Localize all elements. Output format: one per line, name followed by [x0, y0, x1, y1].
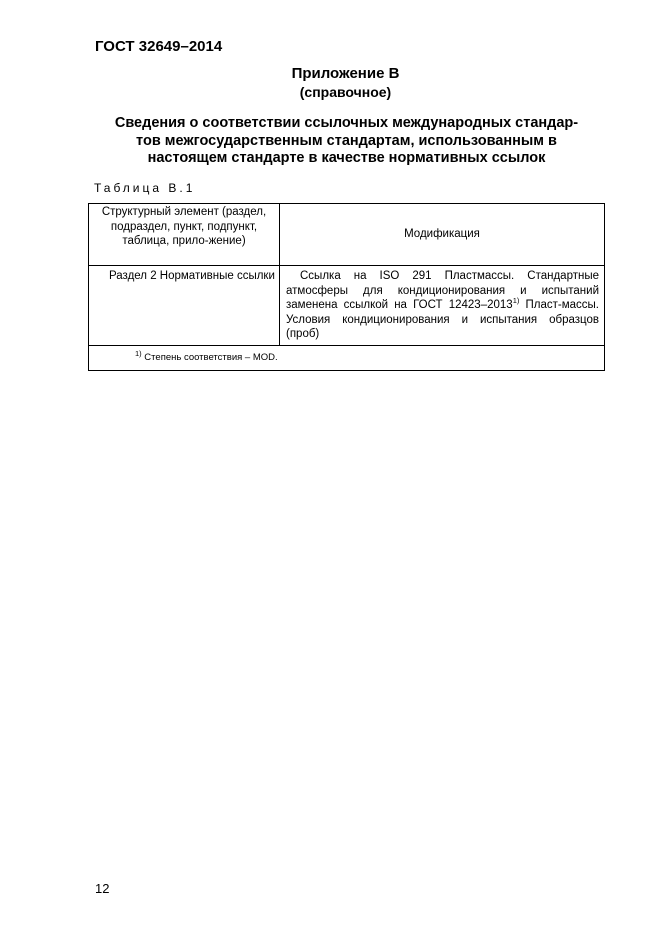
- annex-heading: [88, 115, 605, 168]
- annex-subtitle: (справочное): [299, 84, 392, 100]
- annex-heading-line: тов межгосударственным стандартам, использованным в: [136, 132, 557, 149]
- annex-heading-line: настоящем стандарте в качестве нормативных ссылок: [147, 150, 546, 166]
- footnote-marker: 1): [135, 348, 142, 358]
- table-footnote: [89, 346, 605, 371]
- document-code: ГОСТ 32649–2014: [95, 38, 223, 55]
- cell-structural-element: Раздел 2 Нормативные ссылки: [89, 266, 280, 346]
- header-structural-element: Структурный элемент (раздел, подраздел, пункт, подпункт, таблица, прило-жение): [89, 204, 280, 266]
- cell-modification: [280, 266, 605, 346]
- conformity-table: [88, 203, 605, 371]
- page-number: 12: [95, 881, 110, 896]
- modification-text-cont: Пласт-массы. Условия кондиционирования и испытания образцов (проб): [286, 299, 599, 340]
- annex-title: Приложение В: [291, 65, 400, 82]
- table-header-row: [89, 204, 605, 266]
- footnote-ref: 1): [512, 296, 520, 306]
- table-row: [89, 266, 605, 346]
- modification-text: Ссылка на ISO 291 Пластмассы. Стандартные атмосферы для кондиционирования и испытаний заменена ссылкой на ГОСТ 12423–2013: [286, 270, 599, 311]
- table-footnote-row: [89, 346, 605, 371]
- annex-heading-line: Сведения о соответствии ссылочных международных стандар-: [114, 115, 579, 131]
- table-caption: Таблица В.1: [94, 181, 196, 195]
- header-modification: Модификация: [280, 204, 605, 266]
- footnote-text: Степень соответствия – MOD.: [141, 352, 278, 363]
